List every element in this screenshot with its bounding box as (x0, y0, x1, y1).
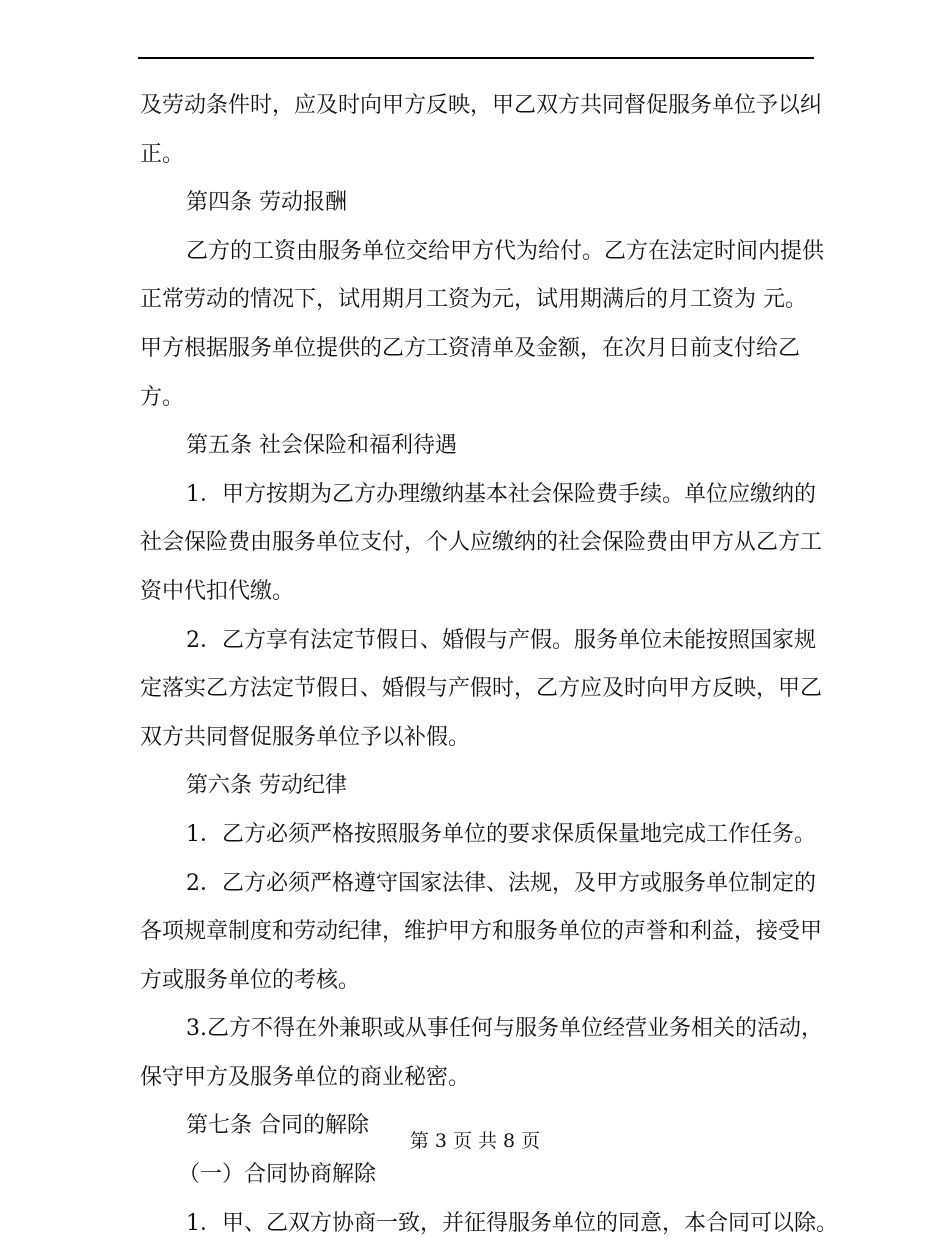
text-line: 1．乙方必须严格按照服务单位的要求保质保量地完成工作任务。 (186, 821, 816, 847)
text-line: 定落实乙方法定节假日、婚假与产假时，乙方应及时向甲方反映，甲乙 (140, 676, 823, 702)
text-line: 1．甲方按期为乙方办理缴纳基本社会保险费手续。单位应缴纳的 (186, 481, 816, 507)
document-body (140, 82, 838, 1248)
page-number-footer: 第 3 页 共 8 页 (409, 1130, 541, 1152)
text-line: 正常劳动的情况下，试用期月工资为元，试用期满后的月工资为 元。 (140, 287, 807, 313)
text-line: 及劳动条件时，应及时向甲方反映，甲乙双方共同督促服务单位予以纠 (140, 93, 823, 118)
text-line: 方或服务单位的考核。 (140, 967, 361, 993)
section-heading: 第四条 劳动报酬 (186, 190, 347, 216)
text-line: 方。 (140, 384, 185, 410)
text-line: 保守甲方及服务单位的商业秘密。 (140, 1064, 471, 1090)
section-heading: 第六条 劳动纪律 (186, 773, 347, 799)
text-line: 3.乙方不得在外兼职或从事任何与服务单位经营业务相关的活动， (186, 1016, 823, 1042)
text-line: 甲方根据服务单位提供的乙方工资清单及金额，在次月日前支付给乙 (140, 335, 801, 361)
subsection-heading: （一）合同协商解除 (178, 1162, 377, 1188)
header-rule (138, 57, 814, 59)
text-line: 各项规章制度和劳动纪律，维护甲方和服务单位的声誉和利益，接受甲 (140, 919, 823, 945)
text-line: 2．乙方享有法定节假日、婚假与产假。服务单位未能按照国家规 (186, 627, 816, 653)
section-heading: 第五条 社会保险和福利待遇 (186, 433, 457, 459)
text-line: 1．甲、乙双方协商一致，并征得服务单位的同意，本合同可以除。 (186, 1210, 838, 1236)
section-heading: 第七条 合同的解除 (186, 1113, 369, 1139)
text-line: 正。 (140, 141, 185, 167)
text-line: 2．乙方必须严格遵守国家法律、法规，及甲方或服务单位制定的 (186, 870, 816, 896)
text-line: 社会保险费由服务单位支付，个人应缴纳的社会保险费由甲方从乙方工 (140, 530, 823, 556)
text-line: 乙方的工资由服务单位交给甲方代为给付。乙方在法定时间内提供 (186, 238, 825, 264)
text-line: 双方共同督促服务单位予以补假。 (140, 724, 471, 750)
text-line: 资中代扣代缴。 (140, 578, 295, 604)
